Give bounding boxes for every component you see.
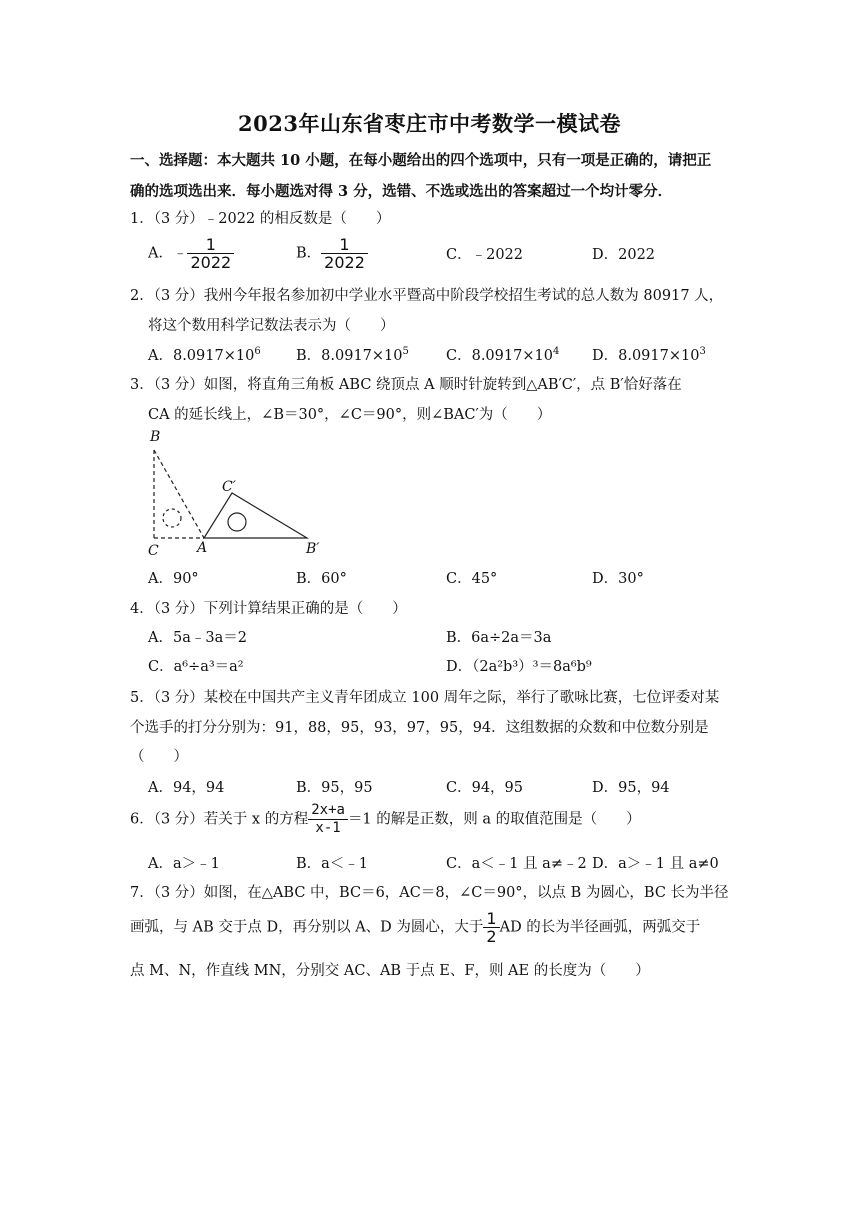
q2-option-c bbox=[446, 344, 559, 365]
q1-b-numerator: 1 bbox=[339, 235, 350, 254]
q1-option-c: C．﹣2022 bbox=[446, 247, 523, 263]
q1-option-a-label: A．﹣ bbox=[148, 245, 188, 262]
q3-line1: 3．（3 分）如图，将直角三角板 ABC 绕顶点 A 顺时针旋转到△AB′C′，点 B′恰好落在 bbox=[130, 377, 682, 393]
q6-denominator: x-1 bbox=[308, 819, 348, 837]
q2-line1: 2．（3 分）我州今年报名参加初中学业水平暨高中阶段学校招生考试的总人数为 80917 人， bbox=[130, 288, 724, 304]
fig-label-b: B bbox=[150, 429, 161, 445]
q5-line2: 个选手的打分分别为：91，88，95，93，97，95，94．这组数据的众数和中位数分别是 bbox=[130, 720, 709, 736]
q6-option-d: D．a＞﹣1 且 a≠0 bbox=[592, 856, 719, 872]
fig-rotated-triangle bbox=[204, 493, 307, 538]
q5-option-c: C．94，95 bbox=[446, 780, 523, 796]
q2-a-exponent: 6 bbox=[254, 346, 261, 358]
section-instructions-line2: 确的选项选出来．每小题选对得 3 分，选错、不选或选出的答案超过一个均计零分． bbox=[130, 183, 673, 200]
q2-a-text: A．8.0917×10 bbox=[148, 348, 255, 364]
q2-line2: 将这个数用科学记数法表示为（ ） bbox=[148, 318, 395, 334]
fig-label-c: C bbox=[148, 543, 159, 559]
q2-d-exponent: 3 bbox=[699, 346, 706, 358]
q7-fraction bbox=[483, 910, 499, 945]
q6-stem-post: ＝1 的解是正数，则 a 的取值范围是（ ） bbox=[347, 811, 641, 828]
q4-stem: 4．（3 分）下列计算结果正确的是（ ） bbox=[130, 601, 407, 617]
q3-option-a: A．90° bbox=[148, 571, 199, 587]
fig-label-b-prime: B′ bbox=[306, 541, 320, 557]
q7-numerator: 1 bbox=[486, 909, 497, 928]
q5-line3: （ ） bbox=[130, 749, 188, 765]
q4-option-d: D．（2a²b³）³＝8a⁶b⁹ bbox=[446, 659, 592, 675]
q2-d-text: D．8.0917×10 bbox=[592, 348, 700, 364]
fig-label-c-prime: C′ bbox=[222, 479, 236, 495]
q1-option-b-fraction bbox=[321, 236, 368, 271]
q6-numerator: 2x+a bbox=[311, 802, 345, 818]
q6-option-a: A．a＞﹣1 bbox=[148, 856, 220, 872]
q5-option-a: A．94，94 bbox=[148, 780, 225, 796]
q7-line3: 点 M、N，作直线 MN，分别交 AC、AB 于点 E、F，则 AE 的长度为（ ） bbox=[130, 963, 650, 979]
q2-c-exponent: 4 bbox=[552, 346, 560, 358]
q6-fraction bbox=[308, 802, 348, 837]
q6-option-b: B．a＜﹣1 bbox=[296, 856, 369, 872]
fig-label-a: A bbox=[197, 540, 208, 556]
q2-b-exponent: 5 bbox=[402, 346, 409, 358]
q1-option-a bbox=[148, 236, 234, 271]
q4-option-a: A．5a﹣3a＝2 bbox=[148, 630, 247, 646]
q2-c-text: C．8.0917×10 bbox=[446, 348, 553, 364]
page-title: 2023年山东省枣庄市中考数学一模试卷 bbox=[238, 111, 621, 136]
fig-edge-ab bbox=[154, 450, 204, 538]
q2-option-d bbox=[592, 344, 706, 365]
q1-option-d: D．2022 bbox=[592, 247, 656, 263]
q1-a-numerator: 1 bbox=[205, 235, 216, 254]
fig-solid-circle bbox=[228, 513, 246, 531]
q3-option-d: D．30° bbox=[592, 571, 644, 587]
q7-line2 bbox=[130, 910, 700, 945]
q5-option-b: B．95，95 bbox=[296, 780, 373, 796]
fig-dashed-circle bbox=[163, 509, 181, 527]
q7-line1: 7．（3 分）如图，在△ABC 中，BC＝6，AC＝8，∠C＝90°，以点 B 为圆心，BC 长为半径 bbox=[130, 885, 729, 901]
q1-option-a-fraction bbox=[187, 236, 234, 271]
q3-triangle-figure bbox=[140, 425, 340, 560]
q1-option-b bbox=[296, 236, 368, 271]
q4-option-c: C．a⁶÷a³＝a² bbox=[148, 659, 244, 675]
q3-line2: CA 的延长线上，∠B＝30°，∠C＝90°，则∠BAC′为（ ） bbox=[148, 407, 552, 423]
q6-option-c: C．a＜﹣1 且 a≠﹣2 bbox=[446, 856, 587, 872]
q6-stem bbox=[130, 802, 641, 837]
q3-option-c: C．45° bbox=[446, 571, 498, 587]
q5-line1: 5．（3 分）某校在中国共产主义青年团成立 100 周年之际，举行了歌咏比赛，七位评委对某 bbox=[130, 690, 720, 706]
q4-option-b: B．6a÷2a＝3a bbox=[446, 630, 552, 646]
q3-option-b: B．60° bbox=[296, 571, 347, 587]
q5-option-d: D．95，94 bbox=[592, 780, 670, 796]
q1-option-b-label: B． bbox=[296, 245, 322, 262]
section-instructions-line1: 一、选择题：本大题共 10 小题，在每小题给出的四个选项中，只有一项是正确的，请把正 bbox=[130, 152, 712, 169]
q2-b-text: B．8.0917×10 bbox=[296, 348, 403, 364]
q7-line2-post: AD 的长为半径画弧，两弧交于 bbox=[499, 919, 701, 936]
q7-denominator: 2 bbox=[483, 927, 499, 945]
q6-stem-pre: 6．（3 分）若关于 x 的方程 bbox=[130, 811, 309, 828]
q7-line2-pre: 画弧，与 AB 交于点 D，再分别以 A、D 为圆心，大于 bbox=[130, 919, 484, 936]
q1-b-denominator: 2022 bbox=[321, 253, 368, 271]
q2-option-b bbox=[296, 344, 409, 365]
q1-a-denominator: 2022 bbox=[187, 253, 234, 271]
q2-option-a bbox=[148, 344, 261, 365]
q1-stem: 1．（3 分）﹣2022 的相反数是（ ） bbox=[130, 211, 391, 227]
